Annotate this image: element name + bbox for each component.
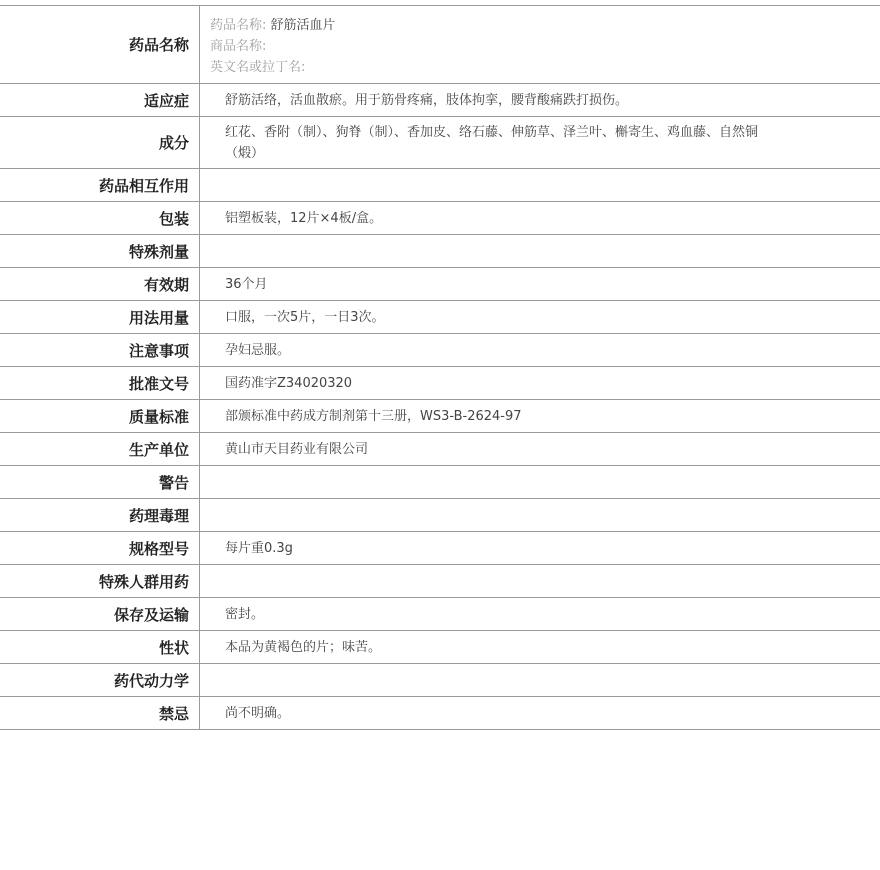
row-special-dosage (0, 235, 880, 268)
row-value: 尚不明确。 (225, 705, 291, 721)
row-ingredients (0, 117, 880, 169)
row-label: 注意事项 (0, 334, 200, 366)
row-label: 警告 (0, 466, 200, 498)
row-label: 批准文号 (0, 367, 200, 399)
row-label: 包装 (0, 202, 200, 234)
row-drug-name (0, 6, 880, 84)
row-value: 红花、香附（制）、狗脊（制）、香加皮、络石藤、伸筋草、泽兰叶、槲寄生、鸡血藤、自然铜（煅） (225, 125, 759, 161)
row-label: 有效期 (0, 268, 200, 300)
row-label: 药品名称 (0, 6, 200, 83)
row-value (200, 169, 880, 201)
row-special-populations (0, 565, 880, 598)
row-manufacturer (0, 433, 880, 466)
english-name-key: 英文名或拉丁名: (210, 60, 306, 75)
row-value (200, 466, 880, 498)
row-value: 口服，一次5片，一日3次。 (225, 309, 385, 325)
row-pharmacology (0, 499, 880, 532)
row-label: 生产单位 (0, 433, 200, 465)
row-value: 36个月 (225, 276, 268, 292)
row-label: 用法用量 (0, 301, 200, 333)
row-label: 性状 (0, 631, 200, 663)
row-warning (0, 466, 880, 499)
row-value (200, 565, 880, 597)
row-label: 特殊剂量 (0, 235, 200, 267)
row-value: 本品为黄褐色的片；味苦。 (225, 639, 382, 655)
row-label: 禁忌 (0, 697, 200, 729)
row-appearance (0, 631, 880, 664)
row-label: 保存及运输 (0, 598, 200, 630)
drug-info-table (0, 5, 880, 730)
row-label: 质量标准 (0, 400, 200, 432)
row-value: 孕妇忌服。 (225, 342, 291, 358)
row-usage (0, 301, 880, 334)
row-value (200, 235, 880, 267)
row-value (200, 664, 880, 696)
row-specification (0, 532, 880, 565)
row-label: 规格型号 (0, 532, 200, 564)
row-label: 适应症 (0, 84, 200, 116)
row-pharmacokinetics (0, 664, 880, 697)
row-value: 部颁标准中药成方制剂第十三册，WS3-B-2624-97 (225, 408, 522, 424)
row-shelf-life (0, 268, 880, 301)
row-value: 每片重0.3g (225, 540, 293, 556)
row-indications (0, 84, 880, 117)
row-value: 铝塑板装，12片×4板/盒。 (225, 210, 383, 226)
row-value: 国药准字Z34020320 (225, 375, 353, 391)
row-quality-standard (0, 400, 880, 433)
row-package (0, 202, 880, 235)
row-interactions (0, 169, 880, 202)
row-label: 药理毒理 (0, 499, 200, 531)
row-value: 黄山市天目药业有限公司 (225, 441, 369, 457)
drug-name-value: 舒筋活血片 (270, 18, 336, 33)
row-storage (0, 598, 880, 631)
row-label: 特殊人群用药 (0, 565, 200, 597)
drug-name-key: 药品名称: (210, 18, 267, 33)
drug-names (200, 6, 880, 83)
row-precautions (0, 334, 880, 367)
row-value: 舒筋活络，活血散瘀。用于筋骨疼痛，肢体拘挛，腰背酸痛跌打损伤。 (225, 92, 629, 108)
row-value: 密封。 (225, 606, 265, 622)
row-approval-number (0, 367, 880, 400)
trade-name-key: 商品名称: (210, 39, 267, 54)
row-label: 药品相互作用 (0, 169, 200, 201)
row-label: 成分 (0, 117, 200, 168)
row-value (200, 499, 880, 531)
row-contraindications (0, 697, 880, 730)
row-label: 药代动力学 (0, 664, 200, 696)
